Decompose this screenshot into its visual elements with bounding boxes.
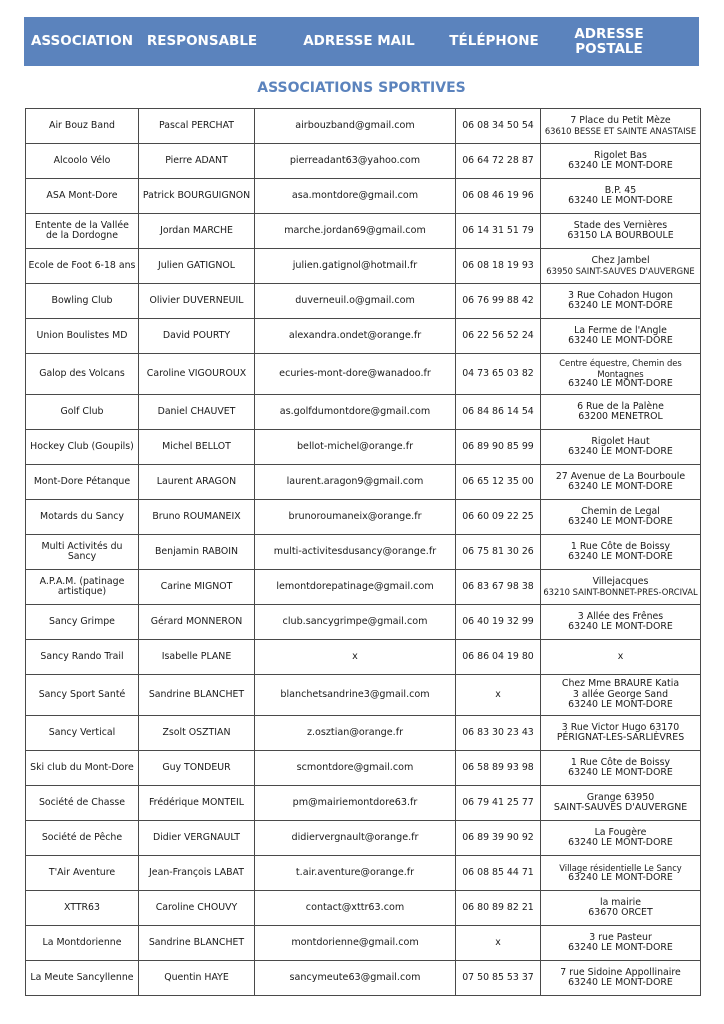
phone-cell: 06 60 09 22 25	[456, 500, 541, 535]
association-cell: La Montdorienne	[26, 926, 139, 961]
address-line: Chez Mme BRAURE Katia	[561, 678, 680, 690]
table-row	[26, 891, 701, 926]
responsable-cell: Daniel CHAUVET	[139, 395, 255, 430]
address-line: 63240 LE MONT-DORE	[568, 767, 673, 778]
address-line: 63670 ORCET	[588, 907, 653, 918]
table-row	[26, 605, 701, 640]
address-line: 63240 LE MONT-DORE	[568, 516, 673, 527]
association-cell: Alcoolo Vélo	[26, 144, 139, 179]
responsable-cell: Didier VERGNAULT	[139, 821, 255, 856]
responsable-cell: Carine MIGNOT	[139, 570, 255, 605]
phone-cell: 06 64 72 28 87	[456, 144, 541, 179]
address-line: 63610 BESSE ET SAINTE ANASTAISE	[544, 126, 697, 136]
table-row	[26, 500, 701, 535]
address-line: 7 rue Sidoine Appollinaire	[560, 966, 681, 978]
associations-table-body	[26, 109, 701, 996]
phone-cell: 06 83 67 98 38	[456, 570, 541, 605]
table-row	[26, 319, 701, 354]
association-cell: Air Bouz Band	[26, 109, 139, 144]
address-line: Centre équestre, Chemin des Montagnes	[559, 358, 682, 379]
address-line: 63240 LE MONT-DORE	[568, 300, 673, 311]
address-cell	[541, 109, 701, 144]
phone-cell: 06 40 19 32 99	[456, 605, 541, 640]
phone-cell: 06 14 31 51 79	[456, 214, 541, 249]
column-header-responsable: RESPONSABLE	[146, 33, 258, 49]
email-cell: julien.gatignol@hotmail.fr	[255, 249, 456, 284]
email-cell: contact@xttr63.com	[255, 891, 456, 926]
phone-cell: 06 08 34 50 54	[456, 109, 541, 144]
responsable-cell: Julien GATIGNOL	[139, 249, 255, 284]
phone-cell: 06 86 04 19 80	[456, 640, 541, 675]
address-line: 3 allée George Sand	[572, 688, 669, 700]
email-cell: lemontdorepatinage@gmail.com	[255, 570, 456, 605]
address-cell	[541, 395, 701, 430]
address-line: 63240 LE MONT-DORE	[568, 481, 673, 492]
email-cell: laurent.aragon9@gmail.com	[255, 465, 456, 500]
address-line: 63240 LE MONT-DORE	[568, 977, 673, 988]
association-cell: A.P.A.M. (patinage artistique)	[26, 570, 139, 605]
address-line: Rigolet Haut	[591, 435, 650, 447]
responsable-cell: Olivier DUVERNEUIL	[139, 284, 255, 319]
email-cell: z.osztian@orange.fr	[255, 716, 456, 751]
address-cell	[541, 500, 701, 535]
association-cell: Société de Pêche	[26, 821, 139, 856]
address-line: 7 Place du Petit Mèze	[570, 114, 671, 126]
column-header-association: ASSOCIATION	[30, 33, 134, 49]
responsable-cell: Michel BELLOT	[139, 430, 255, 465]
address-line: Grange 63950	[586, 791, 655, 803]
address-line: 63210 SAINT-BONNET-PRES-ORCIVAL	[543, 587, 698, 597]
address-cell	[541, 249, 701, 284]
column-header-telephone: TÉLÉPHONE	[449, 33, 539, 49]
address-cell	[541, 570, 701, 605]
address-line: Stade des Vernières	[573, 219, 668, 231]
address-line: 63240 LE MONT-DORE	[568, 551, 673, 562]
association-cell: Galop des Volcans	[26, 354, 139, 395]
email-cell: alexandra.ondet@orange.fr	[255, 319, 456, 354]
address-line: la mairie	[599, 896, 642, 908]
association-cell: Bowling Club	[26, 284, 139, 319]
association-cell: Sancy Sport Santé	[26, 675, 139, 716]
address-cell	[541, 465, 701, 500]
association-cell: Multi Activités du Sancy	[26, 535, 139, 570]
responsable-cell: Laurent ARAGON	[139, 465, 255, 500]
phone-cell: 06 89 90 85 99	[456, 430, 541, 465]
phone-cell: 06 58 89 93 98	[456, 751, 541, 786]
address-cell	[541, 786, 701, 821]
email-cell: club.sancygrimpe@gmail.com	[255, 605, 456, 640]
address-line: SAINT-SAUVES D'AUVERGNE	[553, 802, 688, 813]
responsable-cell: Jordan MARCHE	[139, 214, 255, 249]
address-line: 63240 LE MONT-DORE	[568, 872, 673, 883]
address-line: 63240 LE MONT-DORE	[568, 195, 673, 206]
address-line: PÉRIGNAT-LES-SARLIÈVRES	[556, 732, 685, 743]
email-cell: sancymeute63@gmail.com	[255, 961, 456, 996]
phone-cell: 06 75 81 30 26	[456, 535, 541, 570]
table-row	[26, 144, 701, 179]
address-line: 63240 LE MONT-DORE	[568, 446, 673, 457]
phone-cell: 06 84 86 14 54	[456, 395, 541, 430]
address-line: 63240 LE MONT-DORE	[568, 621, 673, 632]
email-cell: scmontdore@gmail.com	[255, 751, 456, 786]
phone-cell: 06 79 41 25 77	[456, 786, 541, 821]
table-header-bar	[24, 17, 699, 66]
address-line: Chemin de Legal	[581, 505, 660, 517]
table-row	[26, 465, 701, 500]
address-line: La Ferme de l'Angle	[574, 324, 667, 336]
address-cell	[541, 430, 701, 465]
address-line: 63240 LE MONT-DORE	[568, 942, 673, 953]
table-row	[26, 214, 701, 249]
association-cell: Sancy Grimpe	[26, 605, 139, 640]
address-cell	[541, 675, 701, 716]
responsable-cell: Gérard MONNERON	[139, 605, 255, 640]
email-cell: marche.jordan69@gmail.com	[255, 214, 456, 249]
table-row	[26, 249, 701, 284]
address-line: 63240 LE MONT-DORE	[568, 699, 673, 711]
address-line: 63150 LA BOURBOULE	[567, 230, 674, 241]
address-line: 63950 SAINT-SAUVES D'AUVERGNE	[546, 266, 695, 276]
responsable-cell: Frédérique MONTEIL	[139, 786, 255, 821]
responsable-cell: Quentin HAYE	[139, 961, 255, 996]
address-line: 63240 LE MONT-DORE	[568, 378, 673, 390]
association-cell: Golf Club	[26, 395, 139, 430]
phone-cell: 06 83 30 23 43	[456, 716, 541, 751]
association-cell: Entente de la Vallée de la Dordogne	[26, 214, 139, 249]
section-title: ASSOCIATIONS SPORTIVES	[257, 80, 466, 96]
association-cell: Sancy Rando Trail	[26, 640, 139, 675]
table-row	[26, 751, 701, 786]
address-line: La Fougère	[594, 826, 647, 838]
address-line: x	[617, 650, 624, 662]
table-row	[26, 430, 701, 465]
address-cell	[541, 144, 701, 179]
address-line: Rigolet Bas	[594, 149, 647, 161]
responsable-cell: David POURTY	[139, 319, 255, 354]
address-cell	[541, 214, 701, 249]
email-cell: multi-activitesdusancy@orange.fr	[255, 535, 456, 570]
responsable-cell: Guy TONDEUR	[139, 751, 255, 786]
address-line: 63240 LE MONT-DORE	[568, 837, 673, 848]
email-cell: blanchetsandrine3@gmail.com	[255, 675, 456, 716]
address-cell	[541, 284, 701, 319]
phone-cell: x	[456, 926, 541, 961]
email-cell: bellot-michel@orange.fr	[255, 430, 456, 465]
address-cell	[541, 716, 701, 751]
phone-cell: x	[456, 675, 541, 716]
email-cell: brunoroumaneix@orange.fr	[255, 500, 456, 535]
address-cell	[541, 354, 701, 395]
table-row	[26, 926, 701, 961]
responsable-cell: Sandrine BLANCHET	[139, 675, 255, 716]
phone-cell: 06 08 85 44 71	[456, 856, 541, 891]
address-line: 3 Rue Victor Hugo 63170	[561, 721, 680, 733]
association-cell: Sancy Vertical	[26, 716, 139, 751]
address-line: 3 Rue Cohadon Hugon	[568, 289, 673, 301]
column-header-address	[544, 17, 674, 66]
table-row	[26, 179, 701, 214]
association-cell: Ski club du Mont-Dore	[26, 751, 139, 786]
address-cell	[541, 751, 701, 786]
address-cell	[541, 856, 701, 891]
email-cell: pm@mairiemontdore63.fr	[255, 786, 456, 821]
table-row	[26, 821, 701, 856]
address-line: 1 Rue Côte de Boissy	[570, 540, 671, 552]
association-cell: Mont-Dore Pétanque	[26, 465, 139, 500]
email-cell: t.air.aventure@orange.fr	[255, 856, 456, 891]
phone-cell: 06 08 46 19 96	[456, 179, 541, 214]
table-row	[26, 856, 701, 891]
responsable-cell: Caroline CHOUVY	[139, 891, 255, 926]
email-cell: pierreadant63@yahoo.com	[255, 144, 456, 179]
association-cell: ASA Mont-Dore	[26, 179, 139, 214]
address-line: 27 Avenue de La Bourboule	[555, 470, 686, 482]
association-cell: Union Boulistes MD	[26, 319, 139, 354]
email-cell: asa.montdore@gmail.com	[255, 179, 456, 214]
email-cell: x	[255, 640, 456, 675]
column-header-address-line1: ADRESSE	[574, 25, 644, 42]
responsable-cell: Jean-François LABAT	[139, 856, 255, 891]
address-cell	[541, 535, 701, 570]
table-row	[26, 786, 701, 821]
address-cell	[541, 319, 701, 354]
address-cell	[541, 640, 701, 675]
associations-table	[25, 108, 701, 996]
email-cell: ecuries-mont-dore@wanadoo.fr	[255, 354, 456, 395]
email-cell: duverneuil.o@gmail.com	[255, 284, 456, 319]
column-header-address-line2: POSTALE	[575, 40, 643, 57]
responsable-cell: Bruno ROUMANEIX	[139, 500, 255, 535]
address-line: Chez Jambel	[591, 254, 650, 266]
address-cell	[541, 821, 701, 856]
phone-cell: 06 22 56 52 24	[456, 319, 541, 354]
address-line: 1 Rue Côte de Boissy	[570, 756, 671, 768]
phone-cell: 06 76 99 88 42	[456, 284, 541, 319]
address-line: Village résidentielle Le Sancy	[559, 862, 682, 873]
phone-cell: 06 80 89 82 21	[456, 891, 541, 926]
responsable-cell: Sandrine BLANCHET	[139, 926, 255, 961]
address-cell	[541, 926, 701, 961]
address-cell	[541, 961, 701, 996]
responsable-cell: Pierre ADANT	[139, 144, 255, 179]
address-line: Villejacques	[592, 575, 649, 587]
table-row	[26, 961, 701, 996]
email-cell: didiervergnault@orange.fr	[255, 821, 456, 856]
association-cell: La Meute Sancyllenne	[26, 961, 139, 996]
responsable-cell: Isabelle PLANE	[139, 640, 255, 675]
address-line: 6 Rue de la Palène	[577, 400, 664, 412]
association-cell: T'Air Aventure	[26, 856, 139, 891]
address-line: 63200 MENETROL	[578, 411, 663, 422]
table-row	[26, 395, 701, 430]
association-cell: Ecole de Foot 6-18 ans	[26, 249, 139, 284]
table-row	[26, 640, 701, 675]
phone-cell: 06 65 12 35 00	[456, 465, 541, 500]
responsable-cell: Benjamin RABOIN	[139, 535, 255, 570]
phone-cell: 06 08 18 19 93	[456, 249, 541, 284]
email-cell: as.golfdumontdore@gmail.com	[255, 395, 456, 430]
email-cell: airbouzband@gmail.com	[255, 109, 456, 144]
address-line: 3 Allée des Frênes	[577, 610, 664, 622]
address-line: 3 rue Pasteur	[589, 931, 652, 943]
phone-cell: 06 89 39 90 92	[456, 821, 541, 856]
table-row	[26, 716, 701, 751]
table-row	[26, 354, 701, 395]
address-cell	[541, 605, 701, 640]
responsable-cell: Pascal PERCHAT	[139, 109, 255, 144]
column-header-email: ADRESSE MAIL	[303, 33, 415, 49]
responsable-cell: Caroline VIGOUROUX	[139, 354, 255, 395]
address-cell	[541, 179, 701, 214]
phone-cell: 07 50 85 53 37	[456, 961, 541, 996]
address-line: 63240 LE MONT-DORE	[568, 160, 673, 171]
address-cell	[541, 891, 701, 926]
association-cell: Motards du Sancy	[26, 500, 139, 535]
table-row	[26, 570, 701, 605]
association-cell: Société de Chasse	[26, 786, 139, 821]
email-cell: montdorienne@gmail.com	[255, 926, 456, 961]
address-line: B.P. 45	[604, 184, 637, 196]
table-row	[26, 675, 701, 716]
table-row	[26, 284, 701, 319]
association-cell: Hockey Club (Goupils)	[26, 430, 139, 465]
address-line: 63240 LE MONT-DORE	[568, 335, 673, 346]
table-row	[26, 535, 701, 570]
phone-cell: 04 73 65 03 82	[456, 354, 541, 395]
responsable-cell: Patrick BOURGUIGNON	[139, 179, 255, 214]
association-cell: XTTR63	[26, 891, 139, 926]
responsable-cell: Zsolt OSZTIAN	[139, 716, 255, 751]
table-row	[26, 109, 701, 144]
